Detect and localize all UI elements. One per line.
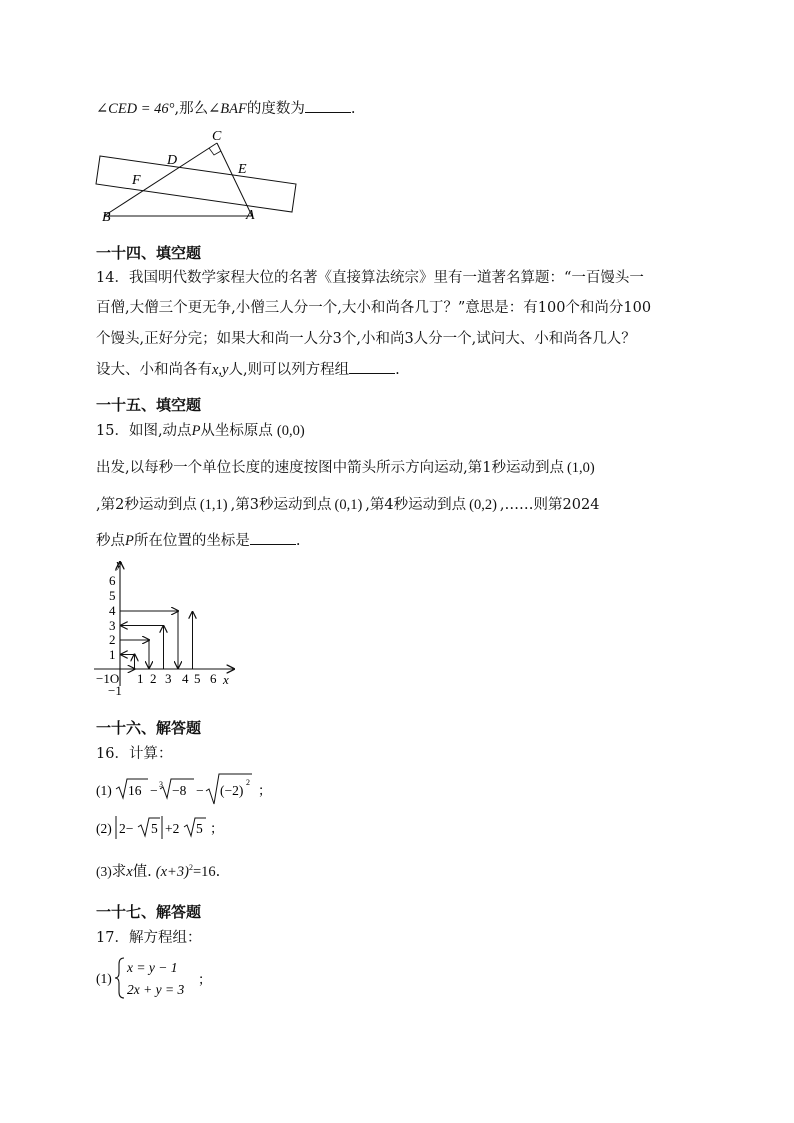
q15-line2: 出发,以每秒一个单位长度的速度按图中箭头所示方向运动,第1秒运动到点 (1,0) <box>96 460 595 476</box>
svg-text:5: 5 <box>196 821 203 836</box>
svg-text:；: ； <box>198 972 212 987</box>
label-a: A <box>246 208 255 223</box>
svg-text:−: − <box>196 783 204 798</box>
q15-line3: ,第2秒运动到点 (1,1) ,第3秒运动到点 (0,1) ,第4秒运动到点 (0,2) ,……则第2024 <box>96 497 600 513</box>
answer-blank[interactable] <box>349 359 395 374</box>
x-tick-1: 1 <box>137 671 144 686</box>
figure-ruler-triangle <box>92 126 302 226</box>
y-tick-4: 4 <box>109 603 116 618</box>
q14-line4: 设大、小和尚各有x,y人,则可以列方程组 . <box>96 358 400 379</box>
y-tick-5: 5 <box>109 588 116 603</box>
equation-2: 2x + y = 3 <box>127 982 185 997</box>
svg-text:+2: +2 <box>165 821 180 836</box>
x-tick-2: 2 <box>150 671 157 686</box>
q14-line2: 百僧,大僧三个更无争,小僧三人分一个,大小和尚各几丁？”意思是：有100个和尚分100 <box>96 300 652 316</box>
svg-text:16: 16 <box>128 783 142 798</box>
y-tick-neg1: −1 <box>108 683 122 698</box>
equation-1: x = y − 1 <box>127 960 178 975</box>
axis-y-label: y <box>116 558 122 571</box>
svg-text:2−: 2− <box>119 821 134 836</box>
q13-angle-ced: ∠CED = 46° <box>96 101 175 117</box>
x-tick-3: 3 <box>165 671 172 686</box>
q17-intro: 17．解方程组： <box>96 930 202 946</box>
q13-tail-line: ∠CED = 46°,那么∠BAF的度数为 . <box>96 97 355 118</box>
figure-coordinate-path <box>90 558 250 698</box>
q16-part3: (3)求x值. $(x+3)^2=16$. <box>96 863 221 880</box>
svg-text:2: 2 <box>246 778 250 787</box>
answer-blank[interactable] <box>305 98 351 113</box>
svg-text:；: ； <box>210 821 224 836</box>
label-b: B <box>102 210 111 225</box>
svg-text:−: − <box>150 783 158 798</box>
label-c: C <box>212 129 222 144</box>
q17-part1-system <box>94 954 224 1002</box>
label-e: E <box>238 162 247 177</box>
y-tick-6: 6 <box>109 573 116 588</box>
svg-text:(1): (1) <box>96 971 112 986</box>
origin-label: −1O <box>96 671 120 686</box>
svg-text:(1): (1) <box>96 783 112 798</box>
y-tick-2: 2 <box>109 632 116 647</box>
q13-angle-baf: ∠BAF <box>208 101 247 117</box>
label-f: F <box>132 173 141 188</box>
y-tick-3: 3 <box>109 618 116 633</box>
x-tick-4: 4 <box>182 671 189 686</box>
x-tick-6: 6 <box>210 671 217 686</box>
y-tick-1: 1 <box>109 647 116 662</box>
q17-heading: 一十七、解答题 <box>96 903 202 921</box>
q15-heading: 一十五、填空题 <box>96 396 202 414</box>
label-d: D <box>167 153 178 168</box>
svg-text:3: 3 <box>159 780 163 789</box>
q16-part1-expression <box>94 772 274 806</box>
q15-line4: 秒点P所在位置的坐标是 . <box>96 529 300 550</box>
svg-text:(−2): (−2) <box>220 783 244 798</box>
q14-line1: 14．我国明代数学家程大位的名著《直接算法统宗》里有一道著名算题：“一百馒头一 <box>96 270 644 286</box>
q15-line1: 15．如图,动点P从坐标原点 (0,0) <box>96 423 305 439</box>
axis-x-label: x <box>223 672 229 687</box>
svg-text:5: 5 <box>151 821 158 836</box>
svg-text:；: ； <box>258 783 272 798</box>
svg-text:−8: −8 <box>172 783 187 798</box>
q16-heading: 一十六、解答题 <box>96 719 202 737</box>
q16-intro: 16．计算： <box>96 746 173 762</box>
q14-line3: 个馒头,正好分完；如果大和尚一人分3个,小和尚3人分一个,试问大、小和尚各几人？ <box>96 331 636 347</box>
x-tick-5: 5 <box>194 671 201 686</box>
q14-heading: 一十四、填空题 <box>96 244 202 262</box>
q16-part2-expression <box>94 812 234 842</box>
answer-blank[interactable] <box>250 530 296 545</box>
svg-text:(2): (2) <box>96 821 112 836</box>
